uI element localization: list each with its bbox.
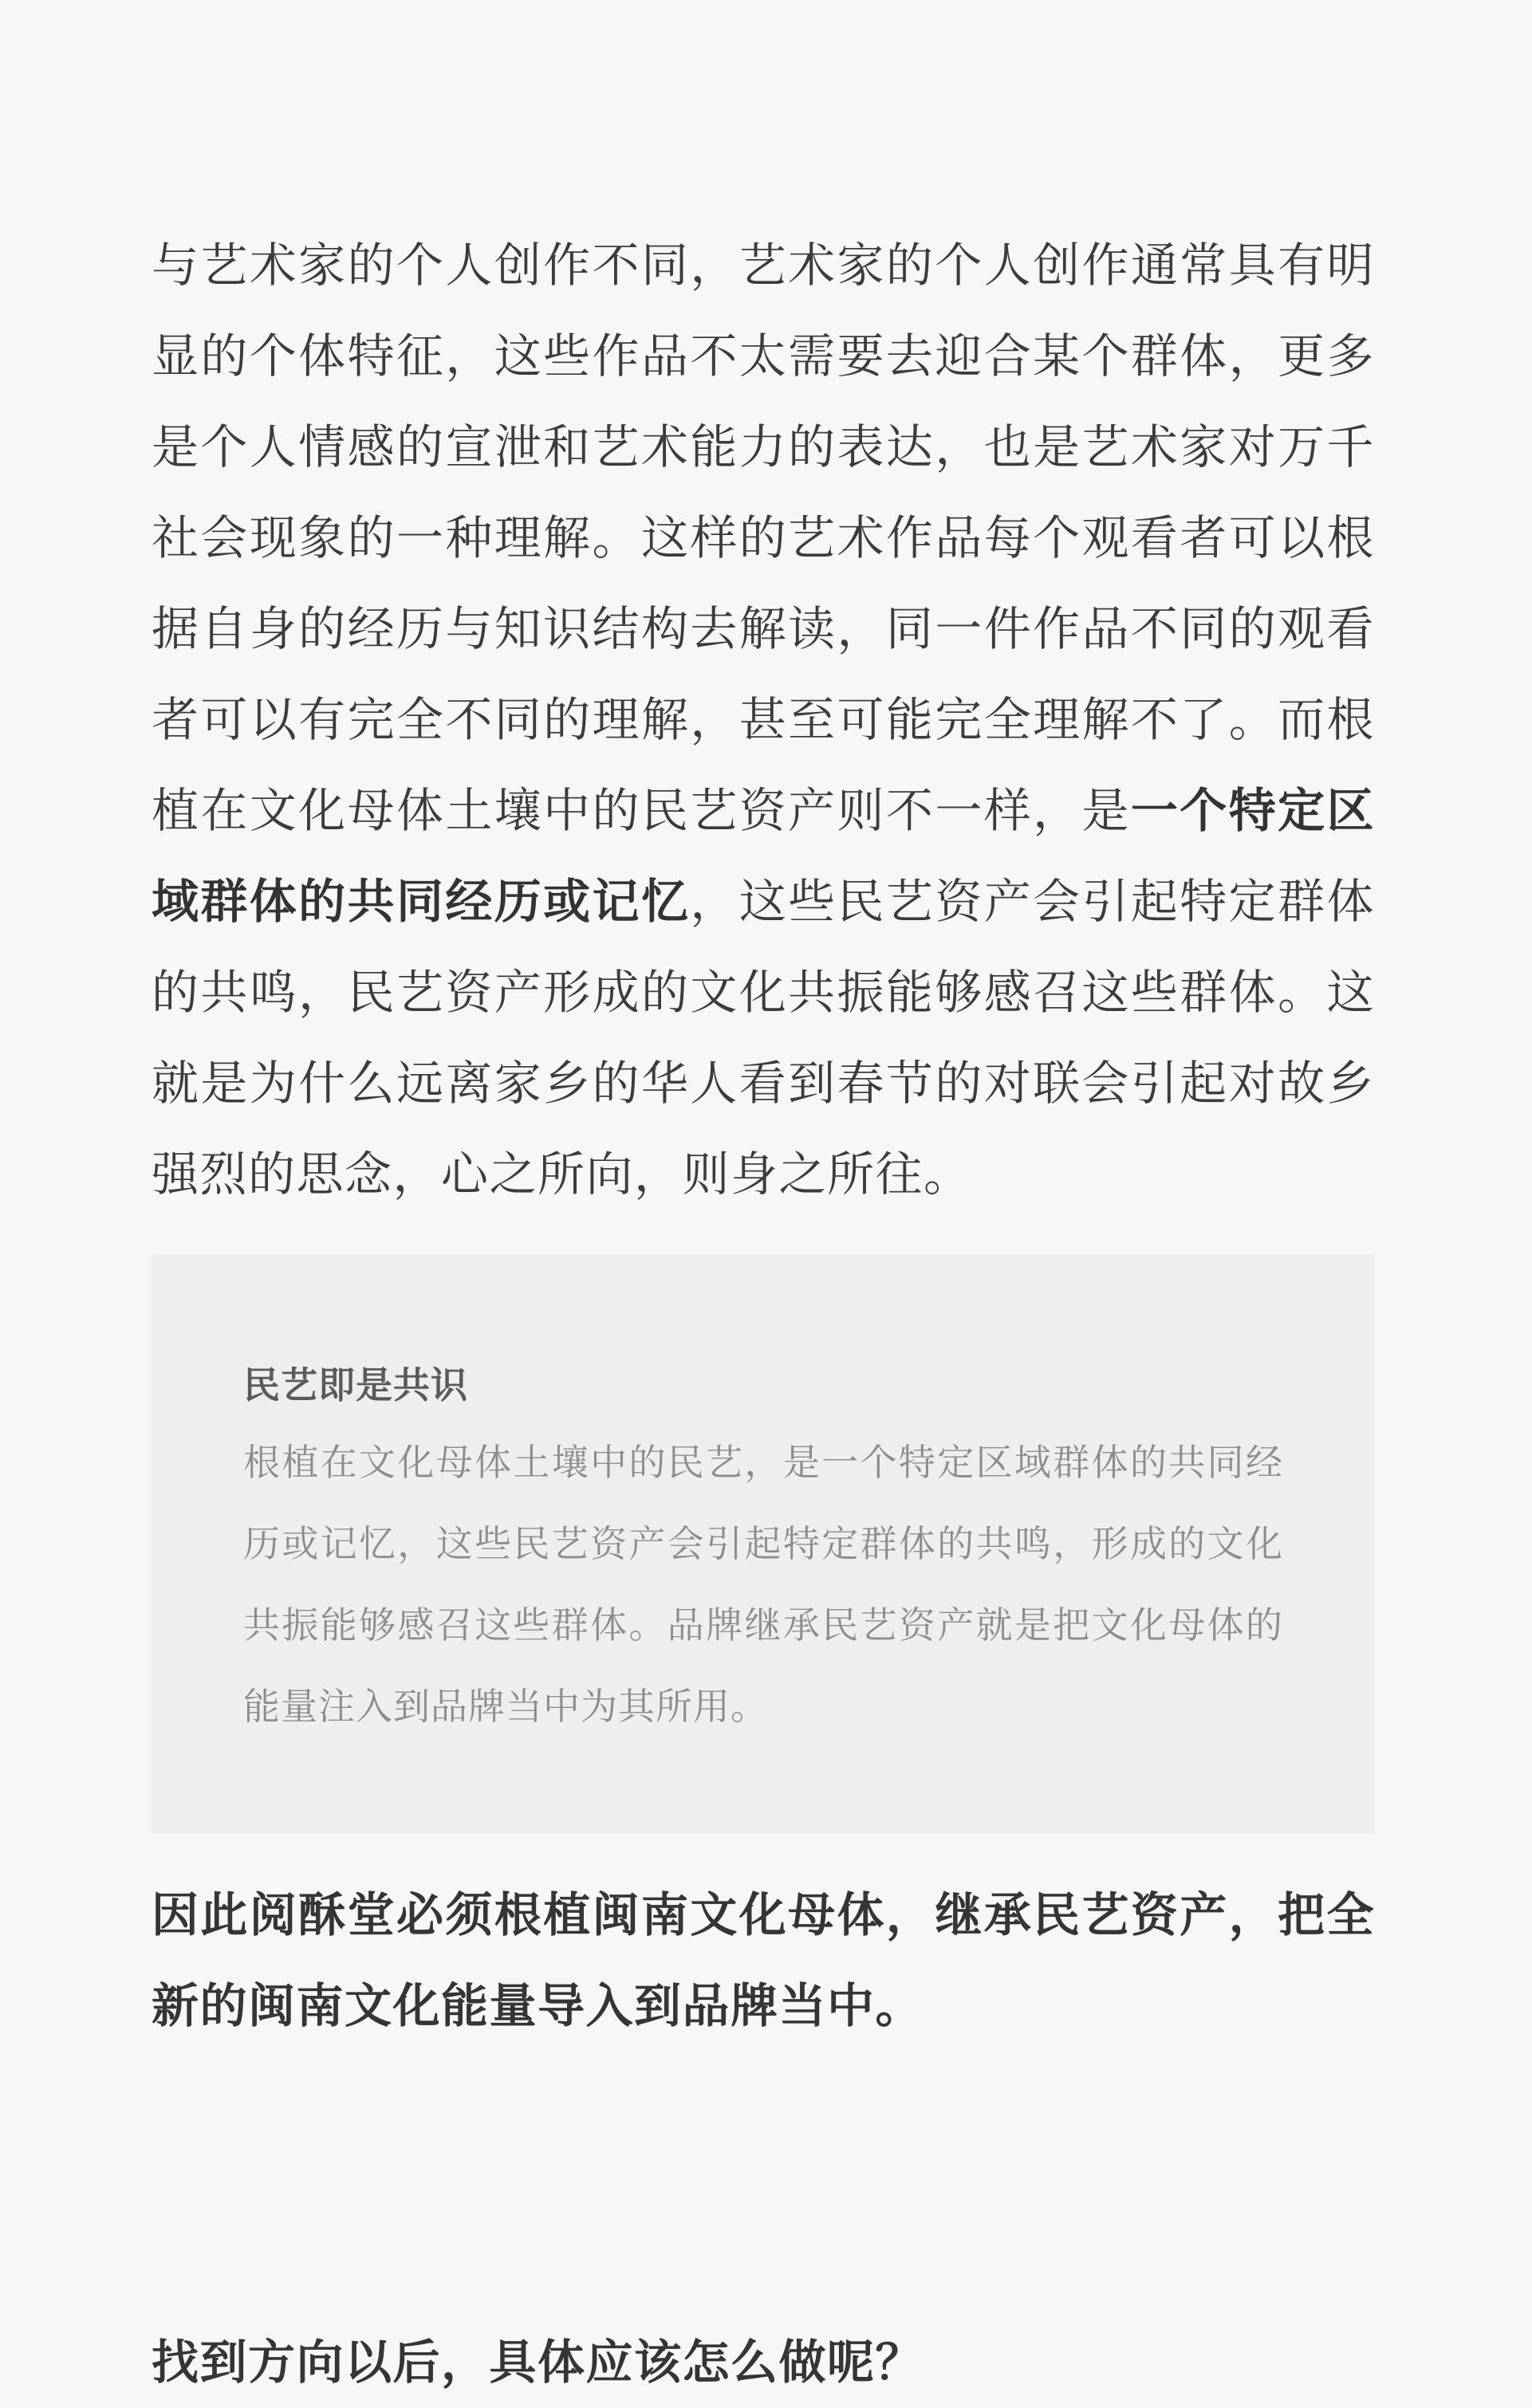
article	[152, 220, 1375, 2390]
conclusion-paragraph: 因此阅酥堂必须根植闽南文化母体，继承民艺资产，把全新的闽南文化能量导入到品牌当中。	[152, 1887, 1375, 2033]
paragraph-text-part1: 与艺术家的个人创作不同，艺术家的个人创作通常具有明显的个体特征，这些作品不太需要去迎合某个群体，更多是个人情感的宣泄和艺术能力的表达，也是艺术家对万千社会现象的一种理解。这样的艺术作品每个观看者可以根据自身的经历与知识结构去解读，同一件作品不同的观看者可以有完全不同的理解，甚至可能完全理解不了。而根植在文化母体土壤中的民艺资产则不一样，是	[152, 238, 1375, 838]
callout-title: 民艺即是共识	[243, 1363, 468, 1407]
paragraph-emphasis: 一个特定区域群体的共同经历或记忆	[152, 783, 1375, 929]
callout-box	[152, 1254, 1375, 1834]
callout-body: 根植在文化母体土壤中的民艺，是一个特定区域群体的共同经历或记忆，这些民艺资产会引起特定群体的共鸣，形成的文化共振能够感召这些群体。品牌继承民艺资产就是把文化母体的能量注入到品牌当中为其所用。	[243, 1441, 1283, 1728]
question-paragraph: 找到方向以后，具体应该怎么做呢？	[152, 2335, 924, 2390]
body-paragraph	[152, 220, 1375, 1220]
paragraph-text-part2: ，这些民艺资产会引起特定群体的共鸣，民艺资产形成的文化共振能够感召这些群体。这就是为什么远离家乡的华人看到春节的对联会引起对故乡强烈的思念，心之所向，则身之所往。	[152, 874, 1375, 1202]
